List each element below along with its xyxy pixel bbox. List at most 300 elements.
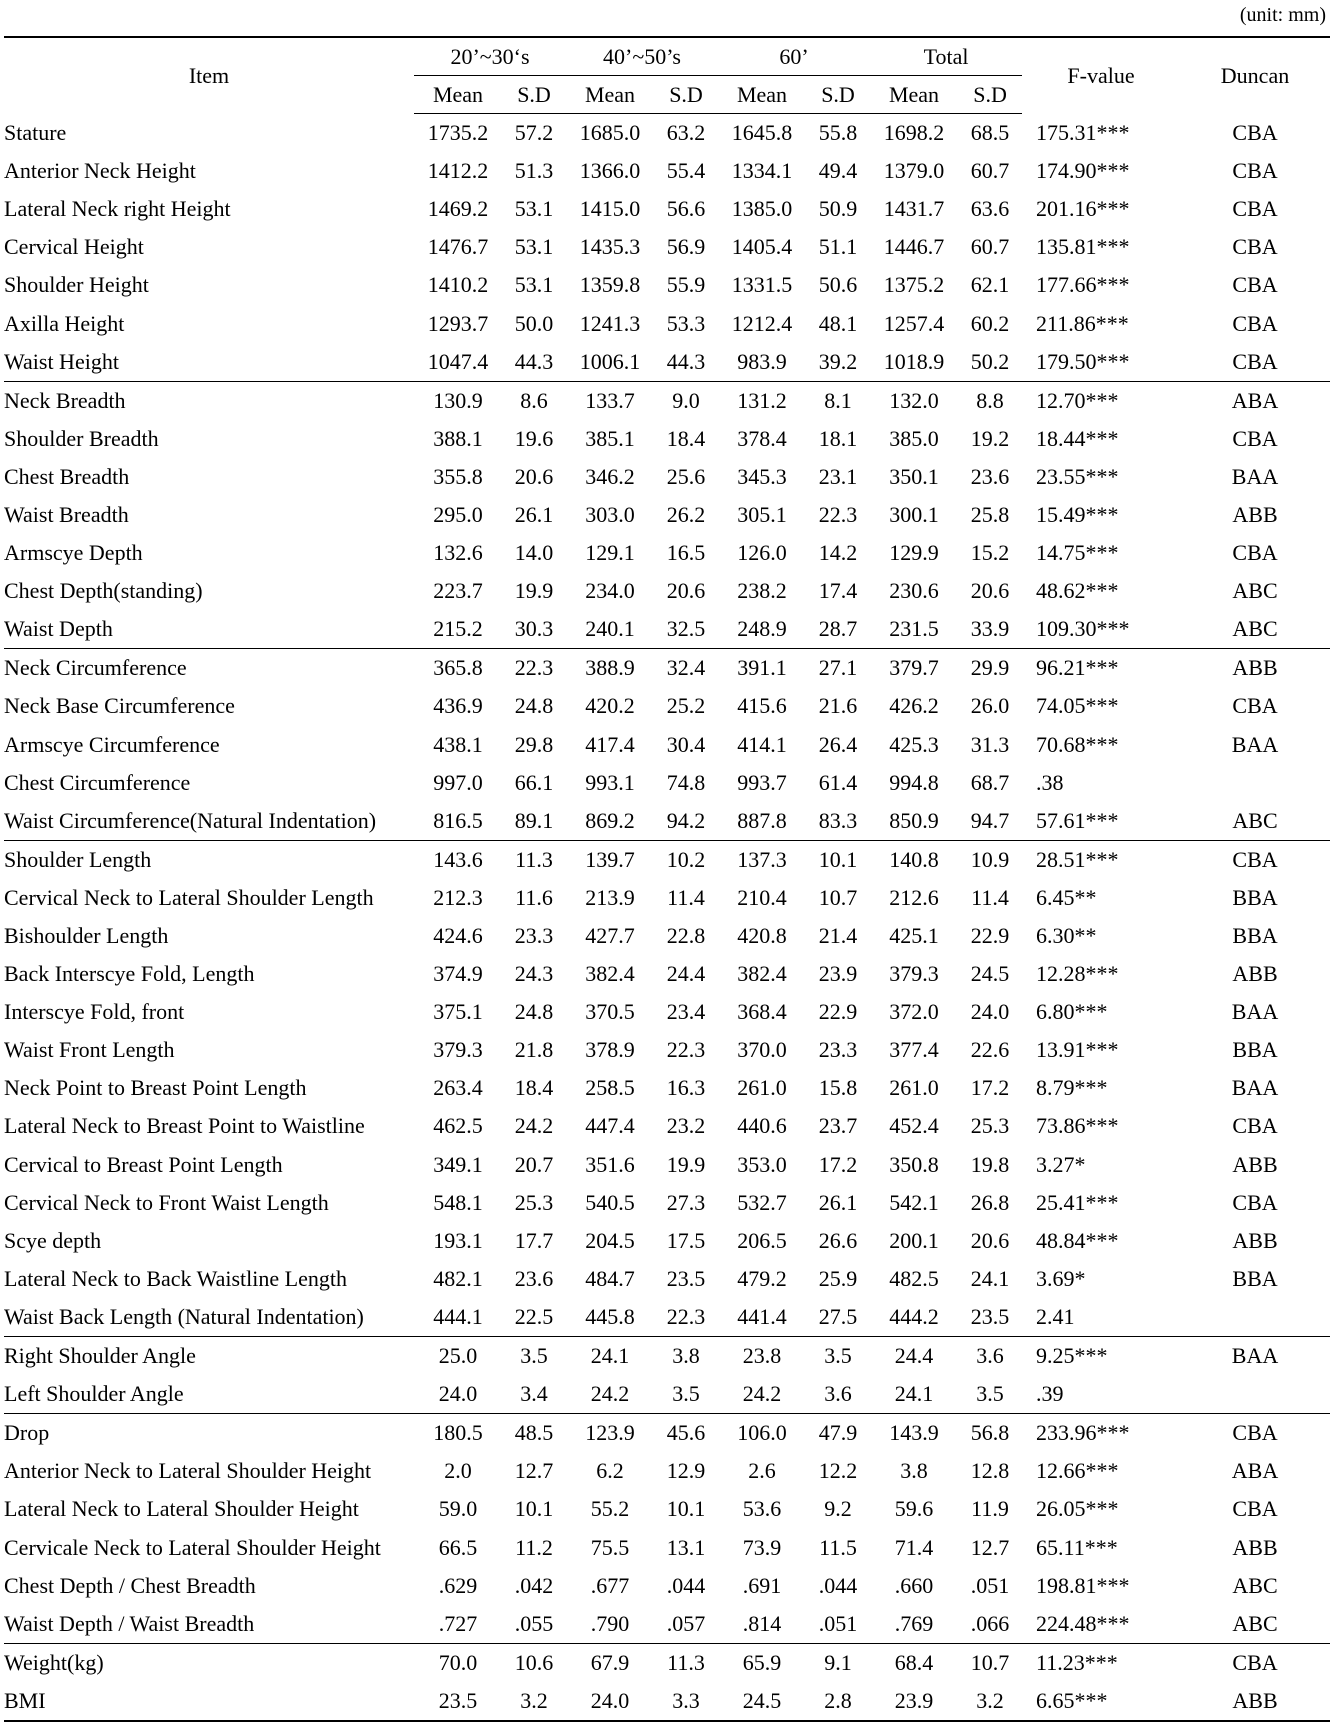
sd-total-cell: 63.6 — [970, 196, 1010, 222]
mean-4050-cell: 993.1 — [585, 769, 635, 795]
duncan-cell: CBA — [1232, 234, 1278, 260]
mean-60-cell: 441.4 — [737, 1303, 787, 1329]
table-row — [4, 190, 1330, 228]
mean-4050-cell: 67.9 — [566, 1643, 654, 1682]
sd-60-cell: 50.6 — [818, 272, 858, 298]
mean-60-cell: 420.8 — [737, 923, 787, 949]
table-row — [4, 1069, 1330, 1107]
duncan-cell: CBA — [1232, 540, 1278, 566]
mean-total-cell: 379.3 — [889, 961, 939, 987]
mean-60-cell: 210.4 — [737, 884, 787, 910]
mean-total-cell: 230.6 — [889, 578, 939, 604]
mean-60-cell: 131.2 — [718, 381, 806, 420]
mean-60-cell: 1645.8 — [731, 120, 793, 146]
table-row — [4, 879, 1330, 917]
mean-total-cell: 1431.7 — [883, 196, 945, 222]
sd-60-cell: 25.9 — [818, 1265, 858, 1291]
sd-60-cell: 55.8 — [818, 120, 858, 146]
item-name-cell: Waist Depth — [4, 616, 113, 642]
sd-4050-cell: 23.2 — [666, 1113, 706, 1139]
mean-total-cell: 1446.7 — [883, 234, 945, 260]
item-name-cell: Interscye Fold, front — [4, 999, 185, 1025]
f-value-cell: 70.68*** — [1036, 731, 1119, 757]
mean-total-cell: 1375.2 — [883, 272, 945, 298]
duncan-cell: ABC — [1232, 1610, 1278, 1636]
item-name-cell: Waist Front Length — [4, 1037, 175, 1063]
mean-4050-cell: 204.5 — [585, 1227, 635, 1253]
table-row — [4, 152, 1330, 190]
mean-60-cell: 378.4 — [737, 425, 787, 451]
item-name-cell: Shoulder Breadth — [4, 425, 159, 451]
mean-4050-cell: 213.9 — [585, 884, 635, 910]
mean-total-cell: 425.1 — [889, 923, 939, 949]
mean-4050-cell: 385.1 — [585, 425, 635, 451]
duncan-cell: ABC — [1232, 578, 1278, 604]
sd-2030-cell: 53.1 — [514, 234, 554, 260]
mean-2030-cell: 295.0 — [433, 501, 483, 527]
duncan-cell: BBA — [1232, 1265, 1278, 1291]
f-value-cell: 18.44*** — [1036, 425, 1119, 451]
duncan-cell: BAA — [1231, 463, 1279, 489]
mean-4050-cell: 1241.3 — [579, 310, 641, 336]
mean-2030-cell: 548.1 — [433, 1189, 483, 1215]
mean-60-cell: 382.4 — [737, 961, 787, 987]
mean-total-cell: 129.9 — [889, 540, 939, 566]
duncan-cell: BBA — [1232, 1037, 1278, 1063]
mean-2030-cell: 1469.2 — [427, 196, 489, 222]
table-row — [4, 1184, 1330, 1222]
item-name-cell: Chest Depth / Chest Breadth — [4, 1572, 256, 1598]
mean-total-cell: 542.1 — [889, 1189, 939, 1215]
item-name-cell: Neck Circumference — [4, 649, 414, 688]
sd-2030-cell: 29.8 — [514, 731, 554, 757]
table-row — [4, 1222, 1330, 1260]
mean-total-cell: 23.9 — [870, 1682, 958, 1721]
sd-total-cell: .051 — [970, 1572, 1010, 1598]
sd-2030-cell: 10.6 — [502, 1643, 566, 1682]
table-row — [4, 1643, 1330, 1682]
sd-2030-cell: 3.4 — [520, 1381, 548, 1407]
sd-2030-cell: 24.2 — [514, 1113, 554, 1139]
table-row — [4, 572, 1330, 610]
sd-total-cell: 26.8 — [970, 1189, 1010, 1215]
f-value-cell: 28.51*** — [1022, 840, 1180, 879]
item-name-cell: Cervicale Neck to Lateral Shoulder Height — [4, 1534, 381, 1560]
sd-4050-cell: 22.3 — [666, 1303, 706, 1329]
mean-2030-cell: 66.5 — [438, 1534, 478, 1560]
mean-60-cell: 126.0 — [737, 540, 787, 566]
mean-2030-cell: 379.3 — [433, 1037, 483, 1063]
sd-total-cell: 20.6 — [970, 578, 1010, 604]
f-value-cell: 3.27* — [1036, 1151, 1086, 1177]
sd-total-cell: 60.7 — [970, 234, 1010, 260]
sd-4050-cell: 24.4 — [666, 961, 706, 987]
sd-total-cell: 31.3 — [970, 731, 1010, 757]
mean-2030-cell: 374.9 — [433, 961, 483, 987]
mean-60-cell: 1331.5 — [731, 272, 793, 298]
mean-total-cell: 1018.9 — [883, 348, 945, 374]
sd-total-cell: 68.7 — [970, 769, 1010, 795]
item-name-cell: Bishoulder Length — [4, 923, 169, 949]
item-name-cell: Left Shoulder Angle — [4, 1381, 184, 1407]
sd-2030-cell: 30.3 — [514, 616, 554, 642]
mean-60-cell: 73.9 — [742, 1534, 782, 1560]
mean-2030-cell: 59.0 — [438, 1496, 478, 1522]
table-row — [4, 1452, 1330, 1490]
mean-4050-cell: .790 — [590, 1610, 630, 1636]
sd-4050-cell: 13.1 — [666, 1534, 706, 1560]
measurement-table — [4, 36, 1330, 1722]
sd-total-cell: 22.6 — [970, 1037, 1010, 1063]
table-row — [4, 726, 1330, 764]
sd-2030-cell: 50.0 — [514, 310, 554, 336]
sd-total-cell: 8.8 — [958, 381, 1022, 420]
mean-2030-cell: 130.9 — [414, 381, 502, 420]
item-name-cell: Waist Depth / Waist Breadth — [4, 1610, 255, 1636]
f-value-cell: 3.69* — [1036, 1265, 1086, 1291]
sd-60-cell: 27.5 — [818, 1303, 858, 1329]
duncan-cell: ABB — [1180, 649, 1330, 688]
sd-60-cell: 23.1 — [818, 463, 858, 489]
duncan-cell — [1180, 1298, 1330, 1337]
sd-4050-cell: 26.2 — [666, 501, 706, 527]
duncan-cell: CBA — [1180, 1414, 1330, 1453]
sd-2030-cell: 12.7 — [514, 1458, 554, 1484]
duncan-cell — [1180, 1375, 1330, 1414]
f-value-cell: 12.28*** — [1036, 961, 1119, 987]
sd-4050-cell: 27.3 — [666, 1189, 706, 1215]
item-name-cell: Lateral Neck to Lateral Shoulder Height — [4, 1496, 359, 1522]
duncan-cell: ABB — [1232, 961, 1278, 987]
sd-4050-cell: 56.9 — [666, 234, 706, 260]
f-value-cell: 11.23*** — [1022, 1643, 1180, 1682]
sd-60-cell: 23.3 — [818, 1037, 858, 1063]
sd-60-cell: 22.3 — [818, 501, 858, 527]
sd-4050-cell: 9.0 — [654, 381, 718, 420]
item-name-cell: Lateral Neck to Breast Point to Waistline — [4, 1113, 365, 1139]
sd-4050-cell: 3.5 — [672, 1381, 700, 1407]
mean-2030-cell: 193.1 — [433, 1227, 483, 1253]
sd-total-cell: 25.3 — [970, 1113, 1010, 1139]
table-row — [4, 1031, 1330, 1069]
header-mean: Mean — [870, 76, 958, 114]
mean-4050-cell: 75.5 — [590, 1534, 630, 1560]
mean-2030-cell: .629 — [438, 1572, 478, 1598]
table-row — [4, 1605, 1330, 1644]
item-name-cell: Shoulder Height — [4, 272, 149, 298]
duncan-cell: CBA — [1232, 272, 1278, 298]
mean-4050-cell: 1415.0 — [579, 196, 641, 222]
sd-2030-cell: 23.3 — [514, 923, 554, 949]
sd-60-cell: 83.3 — [818, 807, 858, 833]
sd-4050-cell: 94.2 — [666, 807, 706, 833]
mean-60-cell: 261.0 — [737, 1075, 787, 1101]
mean-60-cell: 53.6 — [742, 1496, 782, 1522]
sd-4050-cell: 30.4 — [666, 731, 706, 757]
duncan-cell: ABA — [1231, 1458, 1279, 1484]
unit-label: (unit: mm) — [1239, 4, 1326, 26]
sd-2030-cell: 22.5 — [514, 1303, 554, 1329]
mean-60-cell: 137.3 — [718, 840, 806, 879]
sd-4050-cell: 11.4 — [667, 884, 705, 910]
table-row — [4, 993, 1330, 1031]
item-name-cell: Right Shoulder Angle — [4, 1337, 414, 1376]
header-fvalue: F-value — [1022, 37, 1180, 114]
sd-4050-cell: 23.5 — [666, 1265, 706, 1291]
sd-total-cell: 11.9 — [971, 1496, 1009, 1522]
duncan-cell: BAA — [1231, 1075, 1279, 1101]
mean-4050-cell: 24.2 — [590, 1381, 630, 1407]
mean-2030-cell: 438.1 — [433, 731, 483, 757]
mean-4050-cell: 303.0 — [585, 501, 635, 527]
sd-2030-cell: 21.8 — [514, 1037, 554, 1063]
sd-total-cell: 60.7 — [970, 158, 1010, 184]
item-name-cell: Waist Breadth — [4, 501, 129, 527]
mean-4050-cell: 123.9 — [566, 1414, 654, 1453]
mean-2030-cell: 1410.2 — [427, 272, 489, 298]
mean-60-cell: 391.1 — [718, 649, 806, 688]
item-name-cell: Chest Depth(standing) — [4, 578, 203, 604]
sd-2030-cell: 3.5 — [502, 1337, 566, 1376]
mean-60-cell: 479.2 — [737, 1265, 787, 1291]
mean-2030-cell: 25.0 — [414, 1337, 502, 1376]
mean-60-cell: 24.2 — [742, 1381, 782, 1407]
sd-total-cell: 60.2 — [970, 310, 1010, 336]
sd-2030-cell: 3.2 — [502, 1682, 566, 1721]
sd-total-cell: 3.5 — [976, 1381, 1004, 1407]
sd-60-cell: 49.4 — [818, 158, 858, 184]
sd-total-cell: 24.5 — [970, 961, 1010, 987]
duncan-cell: BAA — [1231, 999, 1279, 1025]
item-name-cell: Anterior Neck to Lateral Shoulder Height — [4, 1458, 372, 1484]
item-name-cell: Waist Back Length (Natural Indentation) — [4, 1303, 364, 1329]
duncan-cell: CBA — [1232, 119, 1278, 145]
sd-total-cell: 23.5 — [970, 1303, 1010, 1329]
mean-60-cell: 887.8 — [737, 807, 787, 833]
table-row — [4, 496, 1330, 534]
sd-4050-cell: 3.3 — [654, 1682, 718, 1721]
sd-total-cell: 24.0 — [970, 999, 1010, 1025]
item-name-cell: Armscye Depth — [4, 540, 143, 566]
sd-60-cell: 12.2 — [818, 1458, 858, 1484]
duncan-cell: CBA — [1232, 1496, 1278, 1522]
sd-60-cell: 15.8 — [818, 1075, 858, 1101]
table-row — [4, 266, 1330, 304]
sd-2030-cell: 11.6 — [515, 884, 553, 910]
sd-total-cell: 10.9 — [958, 840, 1022, 879]
header-sd: S.D — [958, 76, 1022, 114]
duncan-cell: ABB — [1232, 1534, 1278, 1560]
header-mean: Mean — [566, 76, 654, 114]
mean-2030-cell: 1476.7 — [427, 234, 489, 260]
mean-2030-cell: 1047.4 — [427, 348, 489, 374]
sd-total-cell: 3.2 — [958, 1682, 1022, 1721]
mean-4050-cell: 370.5 — [585, 999, 635, 1025]
mean-4050-cell: 417.4 — [585, 731, 635, 757]
mean-4050-cell: 346.2 — [585, 463, 635, 489]
mean-total-cell: 377.4 — [889, 1037, 939, 1063]
f-value-cell: 57.61*** — [1036, 807, 1119, 833]
mean-2030-cell: 462.5 — [433, 1113, 483, 1139]
duncan-cell: ABB — [1232, 1227, 1278, 1253]
sd-60-cell: 23.7 — [818, 1113, 858, 1139]
mean-total-cell: 212.6 — [889, 884, 939, 910]
f-value-cell: 211.86*** — [1036, 310, 1129, 336]
mean-4050-cell: 55.2 — [590, 1496, 630, 1522]
table-row — [4, 840, 1330, 879]
sd-60-cell: 22.9 — [818, 999, 858, 1025]
sd-2030-cell: 53.1 — [514, 196, 554, 222]
sd-4050-cell: 55.4 — [666, 158, 706, 184]
sd-2030-cell: .042 — [514, 1572, 554, 1598]
f-value-cell: 6.80*** — [1036, 999, 1108, 1025]
duncan-cell: ABC — [1232, 807, 1278, 833]
duncan-cell: CBA — [1232, 693, 1278, 719]
f-value-cell: 13.91*** — [1036, 1037, 1119, 1063]
mean-2030-cell: 263.4 — [433, 1075, 483, 1101]
table-row — [4, 687, 1330, 725]
sd-2030-cell: 20.6 — [514, 463, 554, 489]
mean-4050-cell: 129.1 — [585, 540, 635, 566]
sd-60-cell: 8.1 — [806, 381, 870, 420]
mean-total-cell: 143.9 — [870, 1414, 958, 1453]
sd-4050-cell: 56.6 — [666, 196, 706, 222]
sd-2030-cell: 89.1 — [514, 807, 554, 833]
mean-60-cell: 415.6 — [737, 693, 787, 719]
duncan-cell: CBA — [1232, 196, 1278, 222]
sd-total-cell: 56.8 — [958, 1414, 1022, 1453]
mean-total-cell: 1379.0 — [883, 158, 945, 184]
duncan-cell: CBA — [1180, 1643, 1330, 1682]
table-row — [4, 1528, 1330, 1566]
duncan-cell: ABC — [1232, 1572, 1278, 1598]
duncan-cell: CBA — [1232, 348, 1278, 374]
sd-2030-cell: 19.6 — [514, 425, 554, 451]
sd-60-cell: 23.9 — [818, 961, 858, 987]
sd-4050-cell: 16.5 — [666, 540, 706, 566]
table-row — [4, 114, 1330, 153]
sd-60-cell: .051 — [818, 1610, 858, 1636]
sd-4050-cell: .057 — [666, 1610, 706, 1636]
mean-2030-cell: 388.1 — [433, 425, 483, 451]
f-value-cell: 73.86*** — [1036, 1113, 1119, 1139]
sd-4050-cell: 22.3 — [666, 1037, 706, 1063]
mean-60-cell: 345.3 — [737, 463, 787, 489]
mean-2030-cell: 1412.2 — [427, 158, 489, 184]
f-value-cell: 224.48*** — [1036, 1610, 1130, 1636]
sd-60-cell: 27.1 — [806, 649, 870, 688]
mean-total-cell: 350.8 — [889, 1151, 939, 1177]
sd-60-cell: 48.1 — [818, 310, 858, 336]
duncan-cell: ABB — [1180, 1682, 1330, 1721]
mean-2030-cell: 365.8 — [414, 649, 502, 688]
sd-2030-cell: 51.3 — [514, 158, 554, 184]
sd-60-cell: 3.5 — [806, 1337, 870, 1376]
mean-4050-cell: 1435.3 — [579, 234, 641, 260]
mean-total-cell: 261.0 — [889, 1075, 939, 1101]
mean-4050-cell: 382.4 — [585, 961, 635, 987]
table-body — [4, 114, 1330, 1721]
mean-4050-cell: 234.0 — [585, 578, 635, 604]
sd-60-cell: 47.9 — [806, 1414, 870, 1453]
mean-4050-cell: 240.1 — [585, 616, 635, 642]
header-sd: S.D — [654, 76, 718, 114]
sd-4050-cell: 3.8 — [654, 1337, 718, 1376]
mean-total-cell: 200.1 — [889, 1227, 939, 1253]
sd-60-cell: 3.6 — [824, 1381, 852, 1407]
mean-2030-cell: 132.6 — [433, 540, 483, 566]
sd-2030-cell: 10.1 — [514, 1496, 554, 1522]
mean-2030-cell: 23.5 — [414, 1682, 502, 1721]
item-name-cell: Shoulder Length — [4, 840, 414, 879]
mean-4050-cell: 1006.1 — [579, 348, 641, 374]
table-row — [4, 917, 1330, 955]
duncan-cell: CBA — [1180, 840, 1330, 879]
f-value-cell: 9.25*** — [1022, 1337, 1180, 1376]
sd-4050-cell: 16.3 — [666, 1075, 706, 1101]
item-name-cell: Lateral Neck right Height — [4, 196, 231, 222]
f-value-cell: 6.65*** — [1022, 1682, 1180, 1721]
duncan-cell — [1180, 764, 1330, 802]
f-value-cell: 12.66*** — [1036, 1458, 1119, 1484]
sd-total-cell: 62.1 — [970, 272, 1010, 298]
mean-2030-cell: 349.1 — [433, 1151, 483, 1177]
sd-total-cell: 12.7 — [970, 1534, 1010, 1560]
f-value-cell: 179.50*** — [1036, 348, 1130, 374]
sd-total-cell: 26.0 — [970, 693, 1010, 719]
sd-4050-cell: 32.5 — [666, 616, 706, 642]
f-value-cell: 26.05*** — [1036, 1496, 1119, 1522]
sd-4050-cell: 55.9 — [666, 272, 706, 298]
f-value-cell: 8.79*** — [1036, 1075, 1108, 1101]
mean-4050-cell: 1685.0 — [579, 120, 641, 146]
mean-4050-cell: 24.1 — [566, 1337, 654, 1376]
sd-total-cell: 25.8 — [970, 501, 1010, 527]
f-value-cell: .38 — [1036, 769, 1064, 795]
mean-total-cell: 24.4 — [870, 1337, 958, 1376]
item-name-cell: Drop — [4, 1414, 414, 1453]
mean-60-cell: 440.6 — [737, 1113, 787, 1139]
f-value-cell: 2.41 — [1036, 1303, 1075, 1329]
mean-2030-cell: 180.5 — [414, 1414, 502, 1453]
mean-60-cell: 532.7 — [737, 1189, 787, 1215]
f-value-cell: 48.84*** — [1036, 1227, 1119, 1253]
item-name-cell: Cervical Height — [4, 234, 144, 260]
mean-total-cell: .769 — [894, 1610, 934, 1636]
mean-total-cell: 140.8 — [870, 840, 958, 879]
table-row — [4, 1490, 1330, 1528]
sd-total-cell: 10.7 — [958, 1643, 1022, 1682]
table-row — [4, 534, 1330, 572]
item-name-cell: Lateral Neck to Back Waistline Length — [4, 1265, 347, 1291]
sd-4050-cell: 53.3 — [666, 310, 706, 336]
f-value-cell: 198.81*** — [1036, 1572, 1130, 1598]
mean-4050-cell: 484.7 — [585, 1265, 635, 1291]
table-row — [4, 1146, 1330, 1184]
mean-total-cell: 1698.2 — [883, 120, 945, 146]
sd-60-cell: 11.5 — [819, 1534, 857, 1560]
sd-2030-cell: 8.6 — [502, 381, 566, 420]
sd-60-cell: 9.2 — [824, 1496, 852, 1522]
mean-60-cell: 983.9 — [737, 348, 787, 374]
f-value-cell: 233.96*** — [1022, 1414, 1180, 1453]
sd-4050-cell: 23.4 — [666, 999, 706, 1025]
sd-4050-cell: 22.8 — [666, 923, 706, 949]
sd-60-cell: 10.7 — [818, 884, 858, 910]
sd-total-cell: 20.6 — [970, 1227, 1010, 1253]
table-row — [4, 1337, 1330, 1376]
sd-4050-cell: 18.4 — [666, 425, 706, 451]
